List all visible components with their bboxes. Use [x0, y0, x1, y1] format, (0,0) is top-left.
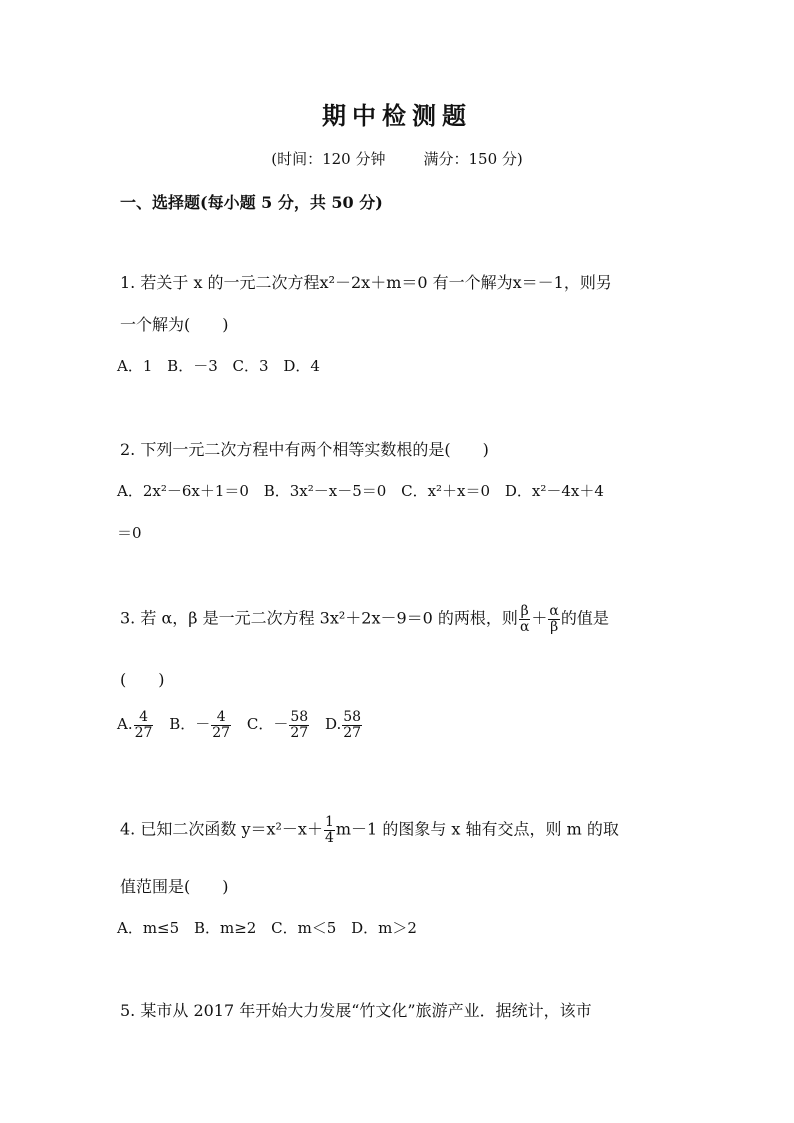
q4-option-b: B．m≥2 — [193, 919, 257, 937]
q3-stem-pre: 3. 若 α，β 是一元二次方程 3x²＋2x－9＝0 的两根，则 — [120, 608, 518, 628]
q2-stem: 2. 下列一元二次方程中有两个相等实数根的是( ) — [120, 440, 489, 459]
q2-options-line1 — [117, 481, 604, 501]
q2-option-c: C．x²＋x＝0 — [401, 482, 491, 500]
q3-stem-line2: ( ) — [120, 670, 165, 689]
q2-options-line2: ＝0 — [117, 524, 142, 542]
exam-info — [0, 148, 794, 169]
section-heading: 一、选择题(每小题 5 分，共 50 分) — [120, 193, 383, 212]
page-title: 期中检测题 — [322, 101, 472, 130]
q1-option-d: D．4 — [283, 357, 320, 375]
q3-fraction-beta-alpha: $\frac{\beta}{\alpha}$ — [519, 603, 530, 635]
q1-option-b: B．－3 — [167, 357, 218, 375]
q4-option-c: C．m＜5 — [271, 919, 337, 937]
q4-stem-post: m－1 的图象与 x 轴有交点，则 m 的取 — [335, 819, 619, 839]
q3-stem-post: 的值是 — [560, 608, 609, 628]
q5-stem-line1: 5. 某市从 2017 年开始大力发展“竹文化”旅游产业．据统计，该市 — [120, 1001, 592, 1020]
q2-option-a: A．2x²－6x＋1＝0 — [117, 482, 249, 500]
q4-options — [117, 918, 417, 938]
q4-option-a: A．m≤5 — [117, 919, 180, 937]
exam-score: 满分：150 分) — [423, 150, 523, 168]
q1-stem-line2: 一个解为( ) — [120, 315, 229, 334]
q1-options — [117, 356, 320, 376]
q3-stem-line1: 3. 若 α，β 是一元二次方程 3x²＋2x－9＝0 的两根，则 $\frac{\beta}{\alpha}$ ＋ $\frac{\alpha}{\beta}$ 的值是 — [120, 603, 609, 635]
q3-option-d: D. $\frac{58}{27}$ — [324, 709, 362, 741]
q3-fraction-alpha-beta: $\frac{\alpha}{\beta}$ — [549, 603, 559, 635]
q4-fraction-one-quarter: $\frac{1}{4}$ — [324, 814, 334, 846]
q3-options — [117, 710, 363, 740]
q4-option-d: D．m＞2 — [351, 919, 417, 937]
q3-option-a: A. $\frac{4}{27}$ — [117, 709, 153, 741]
exam-time: (时间：120 分钟 — [271, 150, 386, 168]
q2-option-b: B．3x²－x－5＝0 — [263, 482, 387, 500]
q4-stem-pre: 4. 已知二次函数 y＝x²－x＋ — [120, 819, 323, 839]
q4-stem-line2: 值范围是( ) — [120, 877, 229, 896]
q1-option-a: A．1 — [117, 357, 153, 375]
q1-option-c: C．3 — [232, 357, 269, 375]
q3-option-b: B．－ $\frac{4}{27}$ — [169, 709, 231, 741]
q1-stem-line1: 1. 若关于 x 的一元二次方程x²－2x＋m＝0 有一个解为x＝－1，则另 — [120, 273, 612, 292]
q4-stem-line1 — [120, 815, 619, 845]
q3-option-c: C．－ $\frac{58}{27}$ — [246, 709, 309, 741]
q2-option-d: D．x²－4x＋4 — [504, 482, 604, 500]
